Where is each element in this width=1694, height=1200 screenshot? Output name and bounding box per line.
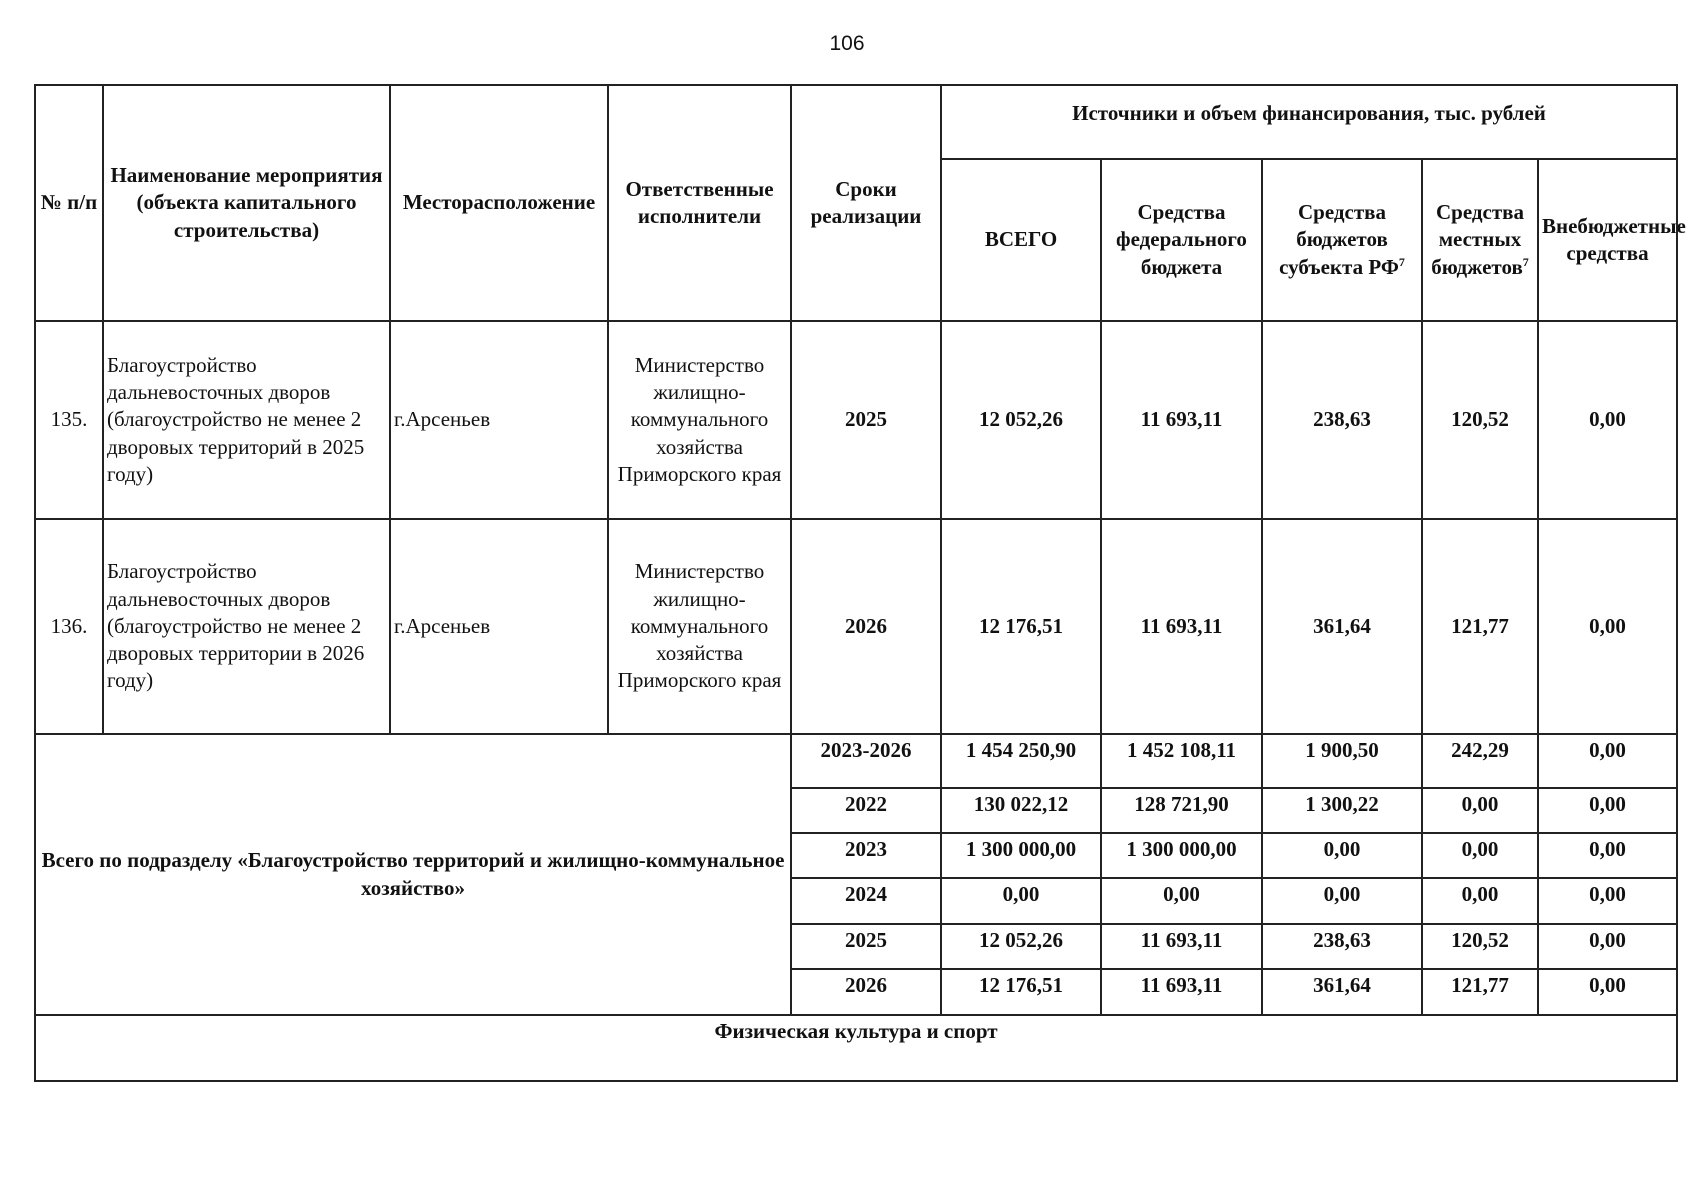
section-title: Физическая культура и спорт [35,1015,1677,1081]
table-row [35,519,1677,734]
header-terms: Сроки реализации [791,85,941,321]
row-location: г.Арсеньев [390,519,608,734]
summary-total: 1 454 250,90 [941,734,1101,788]
header-location: Месторасположение [390,85,608,321]
summary-total: 12 176,51 [941,969,1101,1015]
summary-regional: 1 900,50 [1262,734,1422,788]
summary-total: 130 022,12 [941,788,1101,833]
summary-local: 0,00 [1422,878,1538,924]
row-name: Благоустройство дальневосточных дворов (благоустройство не менее 2 дворовых территорий в 2025 году) [103,321,390,519]
header-local: Средства местных бюджетов$^7$ [1422,159,1538,321]
header-federal: Средства федерального бюджета [1101,159,1262,321]
row-location: г.Арсеньев [390,321,608,519]
summary-year: 2023-2026 [791,734,941,788]
summary-regional: 1 300,22 [1262,788,1422,833]
row-executor: Министерство жилищно-коммунального хозяйства Приморского края [608,519,791,734]
summary-federal: 11 693,11 [1101,924,1262,969]
row-num: 135. [35,321,103,519]
summary-extra: 0,00 [1538,788,1677,833]
row-name: Благоустройство дальневосточных дворов (благоустройство не менее 2 дворовых территории в 2026 году) [103,519,390,734]
summary-year: 2023 [791,833,941,878]
summary-year: 2022 [791,788,941,833]
summary-regional: 0,00 [1262,833,1422,878]
page-number: 106 [829,32,865,55]
header-row-1 [35,85,1677,159]
summary-regional: 238,63 [1262,924,1422,969]
summary-row [35,734,1677,788]
summary-regional: 361,64 [1262,969,1422,1015]
summary-local: 120,52 [1422,924,1538,969]
summary-extra: 0,00 [1538,734,1677,788]
summary-extra: 0,00 [1538,878,1677,924]
row-local: 121,77 [1422,519,1538,734]
summary-extra: 0,00 [1538,969,1677,1015]
summary-year: 2025 [791,924,941,969]
row-num: 136. [35,519,103,734]
summary-federal: 11 693,11 [1101,969,1262,1015]
summary-local: 121,77 [1422,969,1538,1015]
summary-federal: 128 721,90 [1101,788,1262,833]
summary-local: 0,00 [1422,833,1538,878]
financing-table [34,84,1686,1082]
row-extra: 0,00 [1538,321,1677,519]
row-year: 2025 [791,321,941,519]
summary-regional: 0,00 [1262,878,1422,924]
summary-total: 12 052,26 [941,924,1101,969]
summary-federal: 1 452 108,11 [1101,734,1262,788]
header-num: № п/п [35,85,103,321]
row-federal: 11 693,11 [1101,519,1262,734]
row-federal: 11 693,11 [1101,321,1262,519]
row-regional: 361,64 [1262,519,1422,734]
header-executors: Ответственные исполнители [608,85,791,321]
summary-federal: 0,00 [1101,878,1262,924]
summary-year: 2026 [791,969,941,1015]
row-executor: Министерство жилищно-коммунального хозяйства Приморского края [608,321,791,519]
row-year: 2026 [791,519,941,734]
summary-federal: 1 300 000,00 [1101,833,1262,878]
row-total: 12 052,26 [941,321,1101,519]
summary-total: 0,00 [941,878,1101,924]
row-regional: 238,63 [1262,321,1422,519]
row-total: 12 176,51 [941,519,1101,734]
row-local: 120,52 [1422,321,1538,519]
row-extra: 0,00 [1538,519,1677,734]
table-row [35,321,1677,519]
summary-local: 242,29 [1422,734,1538,788]
summary-year: 2024 [791,878,941,924]
summary-extra: 0,00 [1538,833,1677,878]
summary-extra: 0,00 [1538,924,1677,969]
summary-label: Всего по подразделу «Благоустройство территорий и жилищно-коммунальное хозяйство» [35,734,791,1015]
header-total: ВСЕГО [941,159,1101,321]
summary-local: 0,00 [1422,788,1538,833]
header-name: Наименование мероприятия (объекта капитального строительства) [103,85,390,321]
section-row [35,1015,1677,1081]
header-sources: Источники и объем финансирования, тыс. рублей [941,85,1677,159]
header-extra: Внебюджетные средства [1538,159,1677,321]
header-regional: Средства бюджетов субъекта $РФ^7$ [1262,159,1422,321]
summary-total: 1 300 000,00 [941,833,1101,878]
